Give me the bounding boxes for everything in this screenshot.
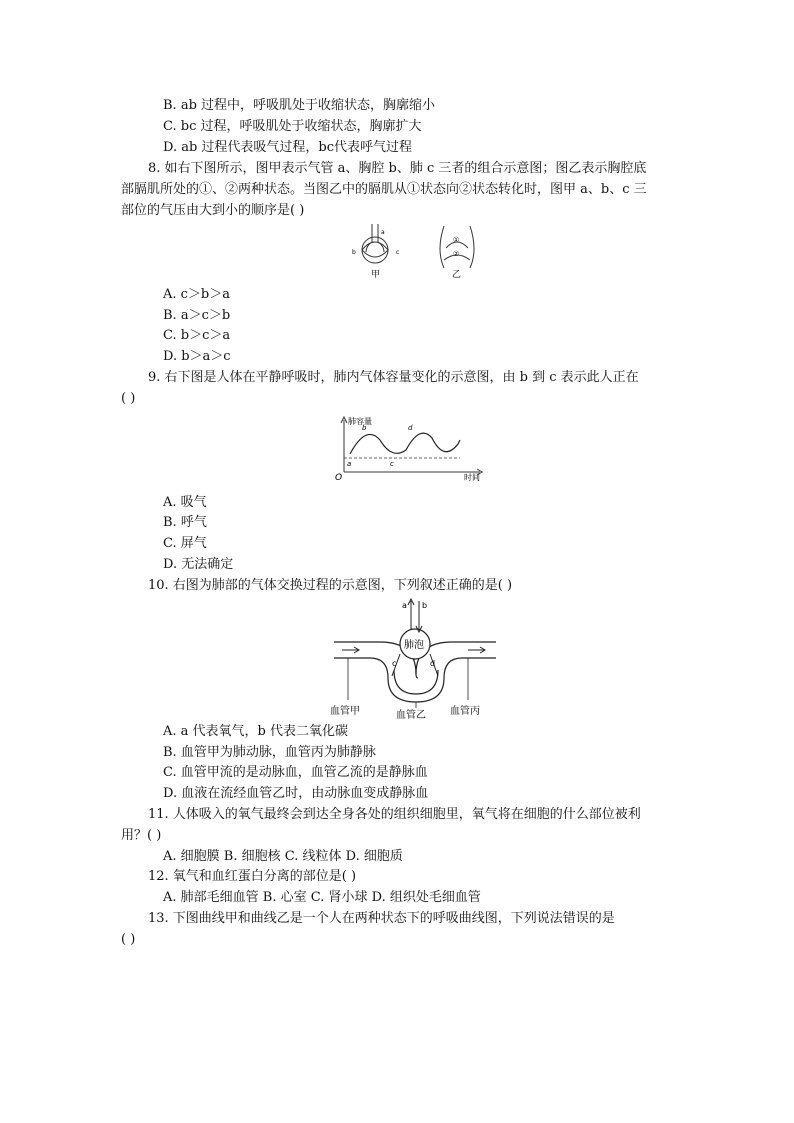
q10-stem-line-1: 10. 右图为肺部的气体交换过程的示意图，下列叙述正确的是( ) [148, 578, 513, 593]
q10-figure [330, 596, 500, 720]
q12-options: A. 肺部毛细血管 B. 心室 C. 肾小球 D. 组织处毛细血管 [163, 890, 481, 905]
q9-label-b: b [362, 424, 367, 432]
q8-option-a: A. c＞b＞a [163, 287, 231, 302]
q8-label-c: c [396, 249, 400, 256]
q8-label-state1: ① [453, 236, 460, 244]
q10-option-a: A. a 代表氧气，b 代表二氧化碳 [163, 724, 348, 739]
q12-stem-line-1: 12. 氧气和血红蛋白分离的部位是( ) [148, 869, 357, 884]
q10-vessel2-label: 血管乙 [396, 710, 426, 720]
q10-option-b: B. 血管甲为肺动脉，血管丙为肺静脉 [163, 745, 376, 760]
q10-label-d: d [430, 659, 436, 668]
q9-option-c: C. 屏气 [163, 536, 207, 551]
q13-stem-line-2: ( ) [121, 932, 136, 947]
q8-label-yi: 乙 [452, 270, 462, 280]
q9-volume-curve [350, 433, 460, 454]
q7-option-d: D. ab 过程代表吸气过程，bc代表呼气过程 [163, 140, 413, 155]
q9-origin: O [335, 473, 343, 482]
q9-y-label: 肺容量 [348, 417, 372, 426]
q10-label-c: c [392, 659, 397, 668]
q8-stem-line-3: 部位的气压由大到小的顺序是( ) [121, 203, 305, 218]
q8-label-b: b [352, 249, 356, 256]
q7-option-b: B. ab 过程中，呼吸肌处于收缩状态，胸廓缩小 [163, 98, 436, 113]
q11-stem-line-1: 11. 人体吸入的氧气最终会到达全身各处的组织细胞里，氧气将在细胞的什么部位被利 [148, 807, 641, 822]
q9-label-c: c [390, 460, 394, 468]
q10-alveolus-label: 肺泡 [404, 640, 424, 651]
q9-stem-line-1: 9. 右下图是人体在平静呼吸时，肺内气体容量变化的示意图，由 b 到 c 表示此人正在 [148, 370, 639, 385]
q8-label-a: a [381, 229, 385, 236]
q9-x-label: 时间 [464, 473, 480, 482]
q9-label-d: d [408, 424, 413, 432]
q9-label-a: a [347, 460, 352, 468]
q10-label-b: b [422, 601, 428, 610]
q10-option-c: C. 血管甲流的是动脉血，血管乙流的是静脉血 [163, 765, 428, 780]
q8-stem-line-1: 8. 如右下图所示，图甲表示气管 a、胸腔 b、肺 c 三者的组合示意图；图乙表示胸腔底 [148, 161, 647, 176]
q8-figure-yi [440, 226, 474, 268]
q10-vessel1-label: 血管甲 [330, 706, 360, 717]
q7-option-c: C. bc 过程，呼吸肌处于收缩状态，胸廓扩大 [163, 119, 422, 134]
q8-label-jia: 甲 [371, 270, 381, 280]
q11-options: A. 细胞膜 B. 细胞核 C. 线粒体 D. 细胞质 [163, 849, 403, 864]
q8-option-b: B. a＞c＞b [163, 308, 231, 323]
q8-label-state2: ② [453, 250, 460, 258]
q8-figure [340, 220, 490, 280]
q9-figure [330, 414, 490, 482]
q13-stem-line-1: 13. 下图曲线甲和曲线乙是一个人在两种状态下的呼吸曲线图，下列说法错误的是 [148, 911, 615, 926]
q8-stem-line-2: 部膈肌所处的①、②两种状态。当图乙中的膈肌从①状态向②状态转化时，图甲 a、b、c 三 [121, 182, 647, 197]
q10-vessel3-label: 血管丙 [450, 706, 480, 717]
q9-stem-line-2: ( ) [121, 391, 136, 406]
q11-stem-line-2: 用？( ) [121, 828, 162, 843]
q9-option-b: B. 呼气 [163, 515, 207, 530]
q9-option-a: A. 吸气 [163, 495, 207, 510]
q8-option-c: C. b＞c＞a [163, 328, 231, 343]
q8-option-d: D. b＞a＞c [163, 349, 231, 364]
q10-label-a: a [402, 601, 407, 610]
q10-option-d: D. 血液在流经血管乙时，由动脉血变成静脉血 [163, 786, 429, 801]
q9-option-d: D. 无法确定 [163, 557, 234, 572]
